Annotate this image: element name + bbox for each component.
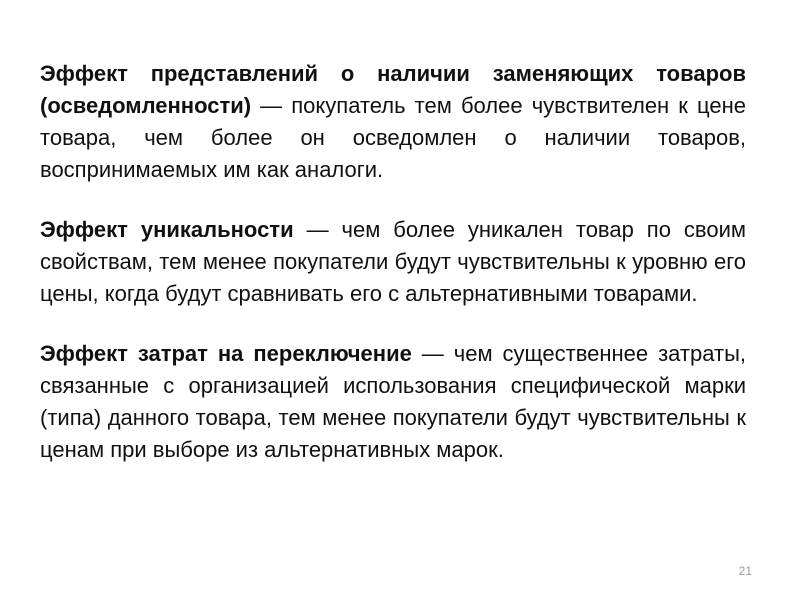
uniqueness-effect-paragraph	[40, 214, 746, 310]
slide-content	[40, 58, 746, 494]
slide-number: 21	[738, 564, 752, 578]
switching-cost-effect-term: Эффект затрат на переключение	[40, 341, 412, 366]
awareness-effect-term: Эффект представлений о наличии заменяющих товаров (осведомленности)	[40, 61, 746, 118]
switching-cost-effect-paragraph	[40, 338, 746, 466]
uniqueness-effect-text: — чем более уникален товар по своим свойствам, тем менее покупатели будут чувствительны к уровню его цены, когда будут сравнивать его с альтернативными товарами.	[40, 217, 746, 306]
awareness-effect-text: — покупатель тем более чувствителен к цене товара, чем более он осведомлен о наличии товаров, воспринимаемых им как аналоги.	[40, 93, 746, 182]
awareness-effect-paragraph	[40, 58, 746, 186]
switching-cost-effect-text: — чем существеннее затраты, связанные с организацией использования специфической марки (типа) данного товара, тем менее покупатели будут чувствительны к ценам при выборе из альтернативных марок.	[40, 341, 746, 462]
uniqueness-effect-term: Эффект уникальности	[40, 217, 294, 242]
